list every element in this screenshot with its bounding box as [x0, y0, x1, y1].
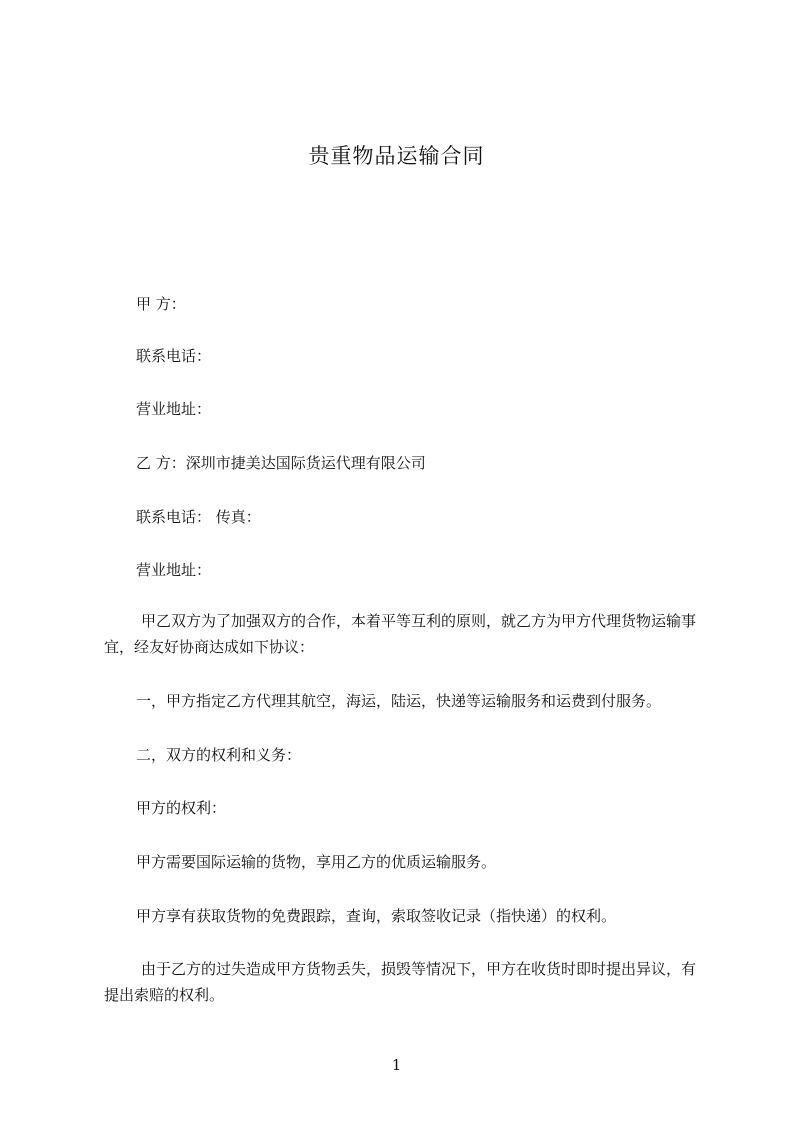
party-a-rights-heading: 甲方的权利： — [136, 799, 227, 817]
right-1: 甲方需要国际运输的货物，享用乙方的优质运输服务。 — [136, 853, 497, 871]
clause-2: 二，双方的权利和义务： — [136, 746, 302, 764]
party-b-label: 乙 方：深圳市捷美达国际货运代理有限公司 — [136, 454, 426, 472]
clause-1: 一，甲方指定乙方代理其航空，海运，陆运，快递等运输服务和运费到付服务。 — [136, 692, 662, 710]
right-2: 甲方享有获取货物的免费跟踪，查询，索取签收记录（指快递）的权利。 — [136, 907, 617, 925]
document-title: 贵重物品运输合同 — [308, 144, 485, 168]
page-number: 1 — [391, 1056, 402, 1074]
party-a-phone-label: 联系电话： — [136, 347, 212, 365]
intro-paragraph: 甲乙双方为了加强双方的合作，本着平等互利的原则，就乙方为甲方代理货物运输事宜，经友好协商达成如下协议： — [104, 612, 697, 656]
party-a-label: 甲 方： — [136, 295, 186, 313]
party-b-phone-fax: 联系电话： 传真： — [136, 508, 261, 526]
right-3: 由于乙方的过失造成甲方货物丢失，损毁等情况下，甲方在收货时即时提出异议，有提出索赔的权利。 — [104, 960, 697, 1004]
party-b-address-label: 营业地址： — [136, 561, 212, 579]
party-a-address-label: 营业地址： — [136, 400, 212, 418]
